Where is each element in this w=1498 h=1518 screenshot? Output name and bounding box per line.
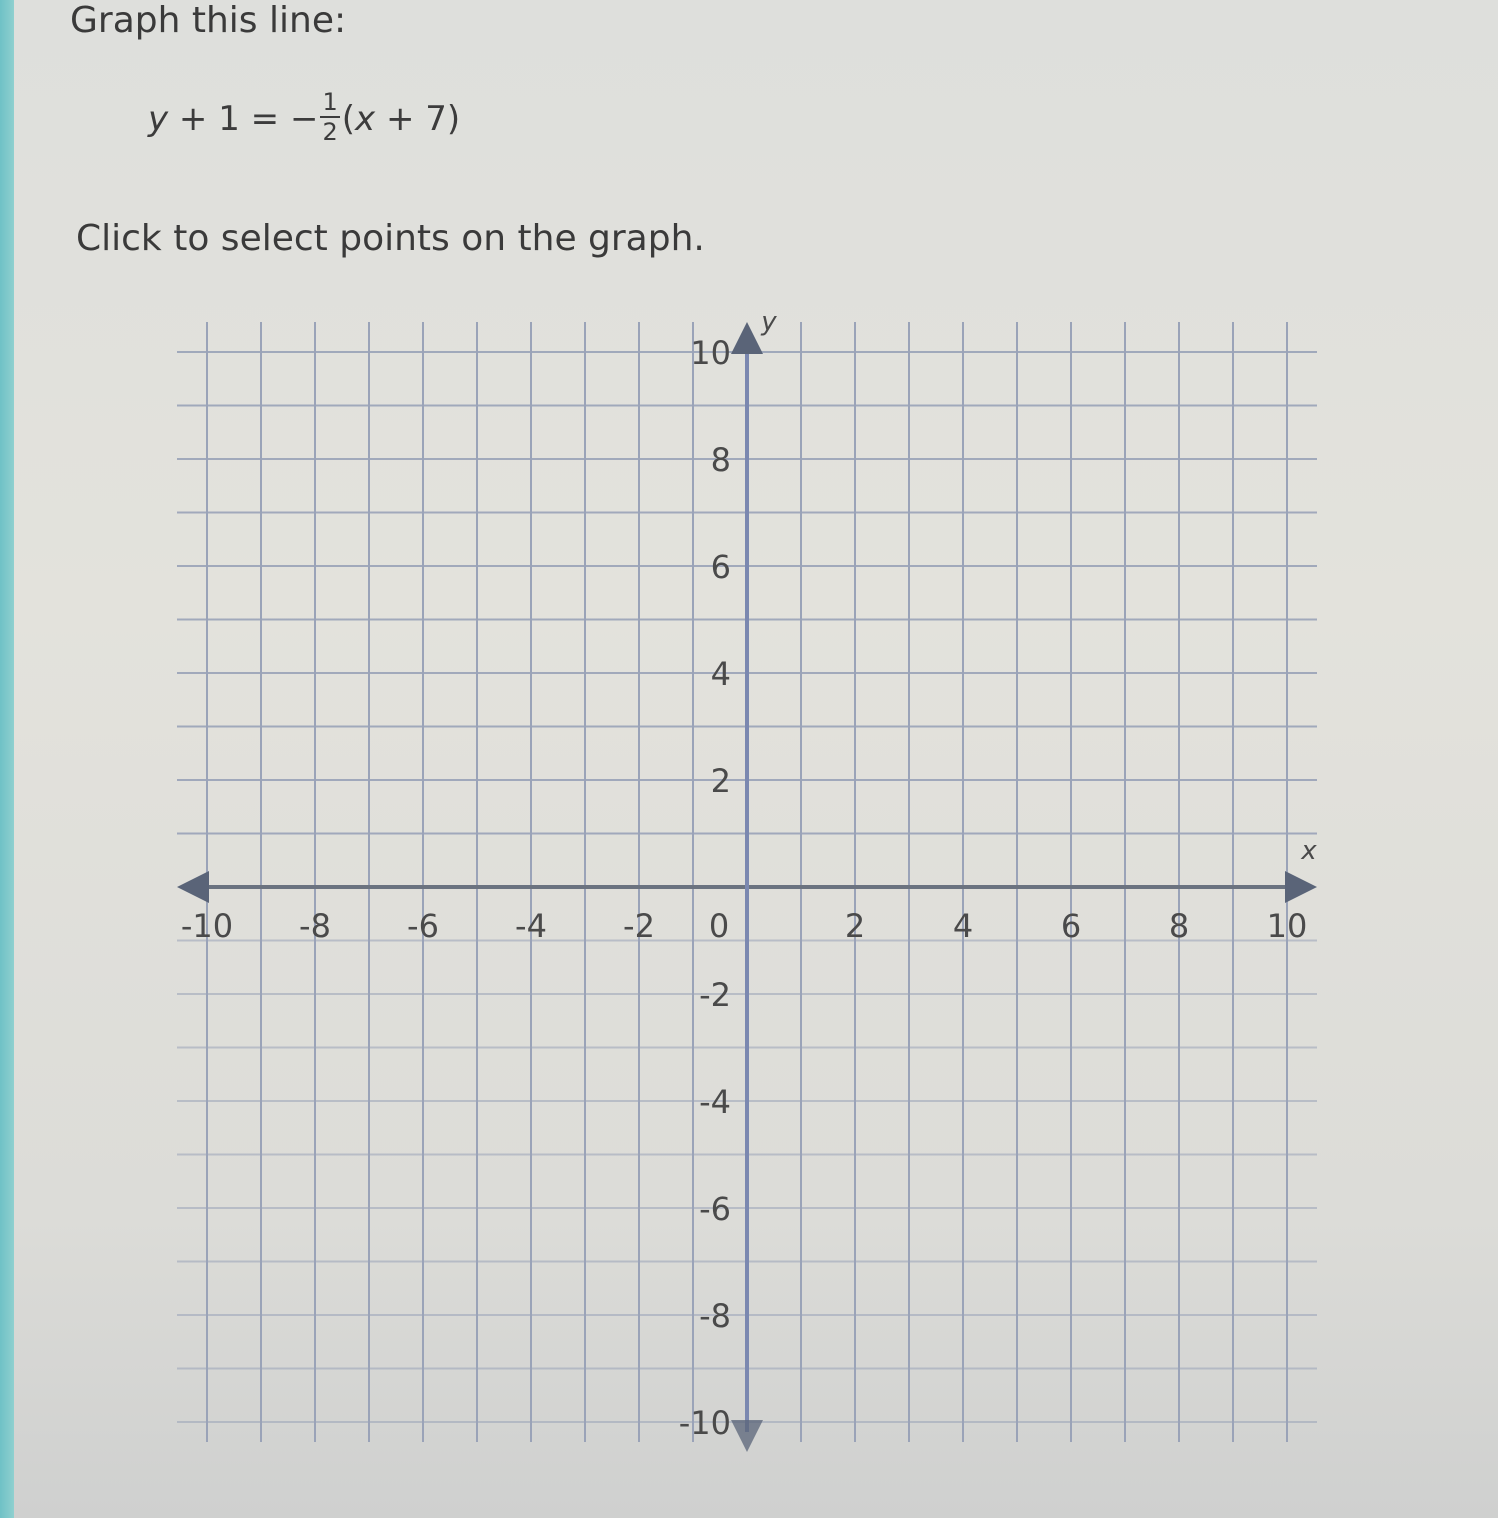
x-tick-label: -10 — [180, 907, 234, 945]
equation-paren: ( — [341, 99, 356, 139]
equation-lhs: + 1 = — [168, 99, 290, 139]
y-tick-label: 2 — [710, 762, 731, 800]
graph-canvas[interactable] — [150, 300, 1330, 1460]
x-tick-label: -4 — [515, 907, 547, 945]
axes — [177, 322, 1317, 1452]
x-tick-label: -8 — [299, 907, 331, 945]
equation-x: x — [355, 99, 376, 139]
y-axis-down-arrow-icon — [731, 1420, 763, 1452]
equation-y: y — [148, 99, 169, 139]
x-tick-label: 6 — [1060, 907, 1082, 945]
y-tick-label: -10 — [678, 1404, 731, 1442]
instruction-text: Click to select points on the graph. — [76, 218, 705, 259]
x-tick-label: 4 — [952, 907, 974, 945]
x-axis-label: x — [1301, 836, 1317, 866]
y-tick-label: -6 — [699, 1190, 731, 1228]
y-tick-label: -4 — [699, 1083, 731, 1121]
equation-rhs: + 7) — [375, 99, 461, 139]
y-tick-label: 10 — [690, 334, 731, 372]
coordinate-graph[interactable] — [150, 300, 1330, 1460]
x-axis-left-arrow-icon — [177, 871, 209, 903]
fraction-denominator: 2 — [322, 118, 338, 146]
fraction-numerator: 1 — [322, 88, 338, 116]
x-tick-label: 8 — [1168, 907, 1190, 945]
y-tick-label: 6 — [710, 548, 731, 586]
x-tick-label: -6 — [407, 907, 439, 945]
x-tick-label: 0 — [708, 907, 730, 945]
x-axis-right-arrow-icon — [1285, 871, 1317, 903]
tick-labels — [181, 307, 1317, 1442]
window-edge — [0, 0, 14, 1518]
y-tick-label: -2 — [699, 976, 731, 1014]
equation-sign: − — [289, 99, 319, 139]
line-equation — [148, 88, 461, 146]
x-tick-label: -2 — [623, 907, 655, 945]
question-title: Graph this line: — [70, 0, 347, 41]
y-tick-label: 4 — [710, 655, 731, 693]
equation-fraction — [320, 90, 339, 144]
y-tick-label: 8 — [710, 441, 731, 479]
y-axis-up-arrow-icon — [731, 322, 763, 354]
x-tick-label: 10 — [1266, 907, 1308, 945]
y-tick-label: -8 — [699, 1297, 731, 1335]
y-axis-label: y — [761, 307, 777, 337]
x-tick-label: 2 — [844, 907, 866, 945]
